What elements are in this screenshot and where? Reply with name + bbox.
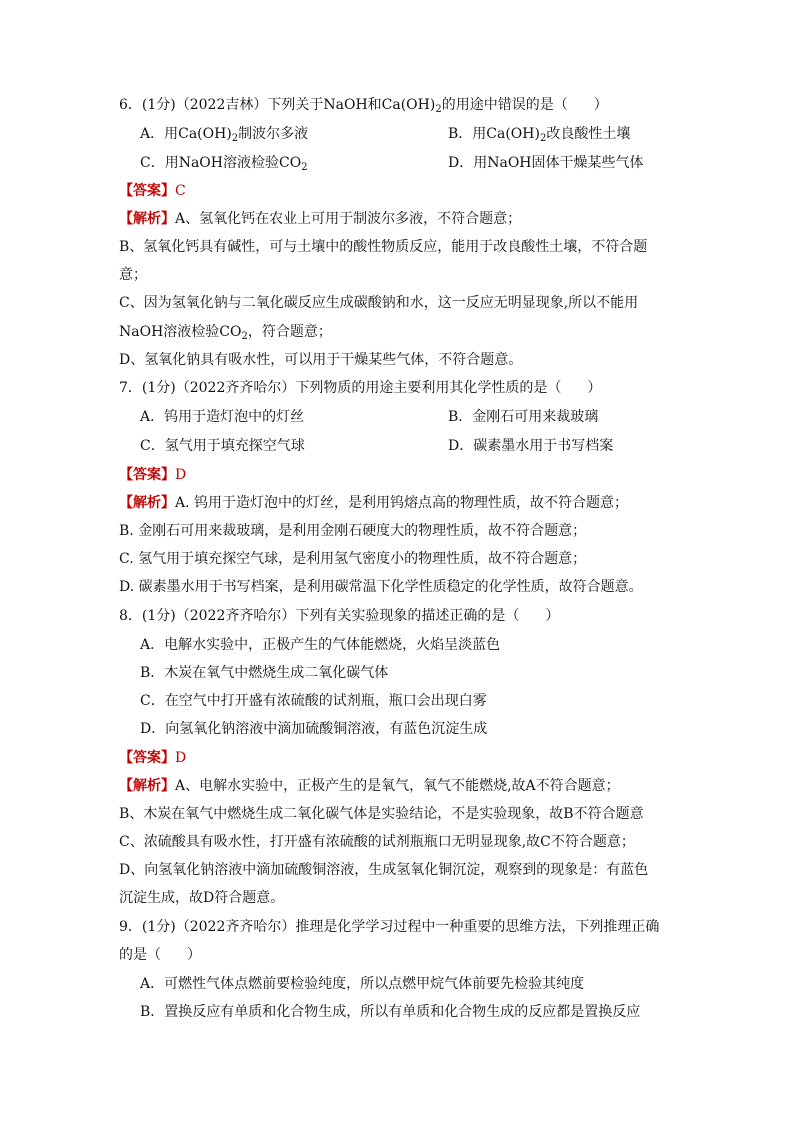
question-8-analysis-line: 沉淀生成，故D符合题意。	[119, 890, 285, 906]
question-6-analysis-line: 意；	[119, 267, 147, 283]
question-6-option-d: D．用NaOH固体干燥某些气体	[448, 155, 644, 171]
question-7-option-a: A．钨用于造灯泡中的灯丝	[140, 409, 305, 425]
question-6-answer: 【答案】C	[119, 183, 186, 199]
question-8-analysis: 【解析】A、电解水实验中，正极产生的是氧气，氧气不能燃烧,故A不符合题意；	[119, 778, 620, 794]
question-6-stem: 6．(1分)（2022吉林）下列关于NaOH和$Ca(OH)_2$的用途中错误的是（ ）	[119, 97, 608, 115]
question-6-analysis: 【解析】A、氢氧化钙在农业上可用于制波尔多液，不符合题意；	[119, 211, 522, 227]
question-8-answer: 【答案】D	[119, 750, 187, 766]
question-7-option-b: B．金刚石可用来裁玻璃	[448, 409, 599, 425]
question-7-option-c: C．氢气用于填充探空气球	[140, 438, 305, 454]
question-7-analysis-line: B. 金刚石可用来裁玻璃，是利用金刚石硬度大的物理性质，故不符合题意；	[119, 523, 587, 539]
question-6-option-b: B．用$Ca(OH)_2$改良酸性土壤	[448, 126, 631, 144]
question-7-analysis-line: D. 碳素墨水用于书写档案，是利用碳常温下化学性质稳定的化学性质，故符合题意。	[119, 579, 643, 595]
question-9-option-a: A．可燃性气体点燃前要检验纯度，所以点燃甲烷气体前要先检验其纯度	[140, 976, 585, 992]
question-7-analysis: 【解析】A. 钨用于造灯泡中的灯丝，是利用钨熔点高的物理性质，故不符合题意；	[119, 495, 629, 511]
question-8-stem: 8．(1分)（2022齐齐哈尔）下列有关实验现象的描述正确的是（ ）	[119, 608, 560, 624]
question-6-analysis-line: NaOH溶液检验$CO_2$，符合题意；	[119, 324, 332, 342]
question-9-stem: 9．(1分)（2022齐齐哈尔）推理是化学学习过程中一种重要的思维方法，下列推理正确	[119, 919, 660, 935]
question-6-analysis-line: B、氢氧化钙具有碱性，可与土壤中的酸性物质反应，能用于改良酸性土壤，不符合题	[119, 239, 648, 255]
question-6-option-a: A．用$Ca(OH)_2$制波尔多液	[140, 126, 309, 144]
question-7-option-d: D．碳素墨水用于书写档案	[448, 438, 614, 454]
question-8-analysis-line: C、浓硫酸具有吸水性，打开盛有浓硫酸的试剂瓶瓶口无明显现象,故C不符合题意；	[119, 834, 635, 850]
question-8-option-a: A．电解水实验中，正极产生的气体能燃烧，火焰呈淡蓝色	[140, 637, 501, 653]
question-7-stem: 7．(1分)（2022齐齐哈尔）下列物质的用途主要利用其化学性质的是（ ）	[119, 380, 602, 396]
question-6-analysis-line: C、因为氢氧化钠与二氧化碳反应生成碳酸钠和水，这一反应无明显现象,所以不能用	[119, 295, 639, 311]
question-8-option-b: B．木炭在氧气中燃烧生成二氧化碳气体	[140, 665, 389, 681]
question-8-option-c: C．在空气中打开盛有浓硫酸的试剂瓶，瓶口会出现白雾	[140, 693, 487, 709]
question-9-option-b: B．置换反应有单质和化合物生成，所以有单质和化合物生成的反应都是置换反应	[140, 1004, 641, 1020]
question-6-analysis-line: D、氢氧化钠具有吸水性，可以用于干燥某些气体，不符合题意。	[119, 352, 523, 368]
question-6-option-c: C．用NaOH溶液检验$CO_2$	[140, 155, 308, 173]
question-9-stem-line: 的是（ ）	[119, 947, 201, 963]
question-7-analysis-line: C. 氢气用于填充探空气球，是利用氢气密度小的物理性质，故不符合题意；	[119, 551, 587, 567]
question-8-analysis-line: B、木炭在氧气中燃烧生成二氧化碳气体是实验结论，不是实验现象，故B不符合题意	[119, 806, 644, 822]
question-8-option-d: D．向氢氧化钠溶液中滴加硫酸铜溶液，有蓝色沉淀生成	[140, 721, 488, 737]
question-8-analysis-line: D、向氢氧化钠溶液中滴加硫酸铜溶液，生成氢氧化铜沉淀，观察到的现象是：有蓝色	[119, 862, 649, 878]
question-7-answer: 【答案】D	[119, 467, 187, 483]
